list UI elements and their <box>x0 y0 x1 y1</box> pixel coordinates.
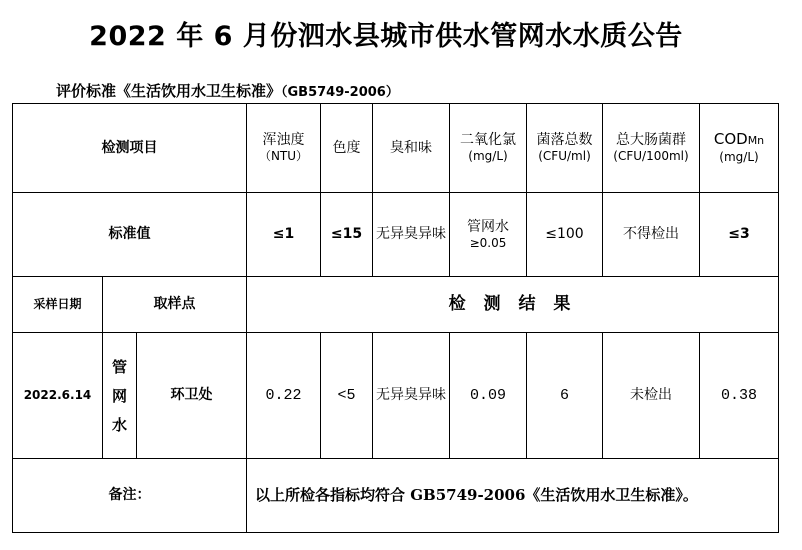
standard-color: ≤15 <box>321 193 373 277</box>
col-coliform-unit: (CFU/100ml) <box>613 149 689 164</box>
item-header: 检测项目 <box>13 104 247 193</box>
standard-label: 评价标准《生活饮用水卫生标准》 <box>56 82 282 100</box>
result-colony-count: 6 <box>527 333 603 459</box>
col-turbidity-name: 浑浊度 <box>262 132 305 149</box>
standard-turbidity: ≤1 <box>247 193 321 277</box>
col-cod-name: COD <box>713 130 748 149</box>
col-cod-sub: Mn <box>747 134 765 148</box>
col-odor <box>373 104 450 193</box>
col-turbidity <box>247 104 321 193</box>
col-odor-name: 臭和味 <box>390 139 432 156</box>
result-odor: 无异臭异味 <box>373 333 450 459</box>
standard-chlorine-dioxide <box>450 193 527 277</box>
sample-date-header: 采样日期 <box>13 277 103 333</box>
results-header: 检 测 结 果 <box>247 277 779 333</box>
network-char-1: 管 <box>111 357 127 376</box>
note-text: 以上所检各指标均符合 GB5749-2006《生活饮用水卫生标准》。 <box>247 459 779 533</box>
sample-row <box>13 333 779 459</box>
col-color <box>321 104 373 193</box>
result-color: <5 <box>321 333 373 459</box>
standard-row <box>13 193 779 277</box>
col-chlorine-dioxide-name: 二氧化氯 <box>460 132 516 149</box>
page-title: 2022 年 6 月份泗水县城市供水管网水水质公告 <box>89 21 683 52</box>
network-char-2: 网 <box>111 386 127 405</box>
note-label: 备注： <box>13 459 247 533</box>
sample-location: 环卫处 <box>137 333 247 459</box>
result-coliform: 未检出 <box>603 333 700 459</box>
evaluation-standard <box>56 80 399 101</box>
result-cod: 0.38 <box>700 333 779 459</box>
standard-chlorine-dioxide-scope: 管网水 <box>467 218 509 235</box>
note-row <box>13 459 779 533</box>
standard-chlorine-dioxide-limit: ≥0.05 <box>469 235 507 250</box>
standard-cod: ≤3 <box>700 193 779 277</box>
col-colony-count-name: 菌落总数 <box>536 132 593 149</box>
sample-header-row <box>13 277 779 333</box>
standard-coliform: 不得检出 <box>603 193 700 277</box>
col-cod-unit: (mg/L) <box>719 149 759 164</box>
network-water-label <box>103 333 137 459</box>
water-quality-table <box>12 103 779 533</box>
result-chlorine-dioxide: 0.09 <box>450 333 527 459</box>
standard-row-label: 标准值 <box>13 193 247 277</box>
result-turbidity: 0.22 <box>247 333 321 459</box>
col-colony-count <box>527 104 603 193</box>
standard-colony-count: ≤100 <box>527 193 603 277</box>
standard-odor: 无异臭异味 <box>373 193 450 277</box>
col-coliform-name: 总大肠菌群 <box>616 132 686 149</box>
standard-code: （GB5749-2006） <box>281 85 399 100</box>
network-char-3: 水 <box>111 415 127 434</box>
header-row <box>13 104 779 193</box>
col-turbidity-unit: （NTU） <box>258 149 309 164</box>
col-coliform <box>603 104 700 193</box>
col-color-name: 色度 <box>332 139 361 156</box>
col-chlorine-dioxide <box>450 104 527 193</box>
col-chlorine-dioxide-unit: (mg/L) <box>468 149 508 164</box>
sample-date: 2022.6.14 <box>13 333 103 459</box>
col-cod <box>700 104 779 193</box>
col-colony-count-unit: (CFU/ml) <box>538 149 591 164</box>
sample-point-header: 取样点 <box>103 277 247 333</box>
